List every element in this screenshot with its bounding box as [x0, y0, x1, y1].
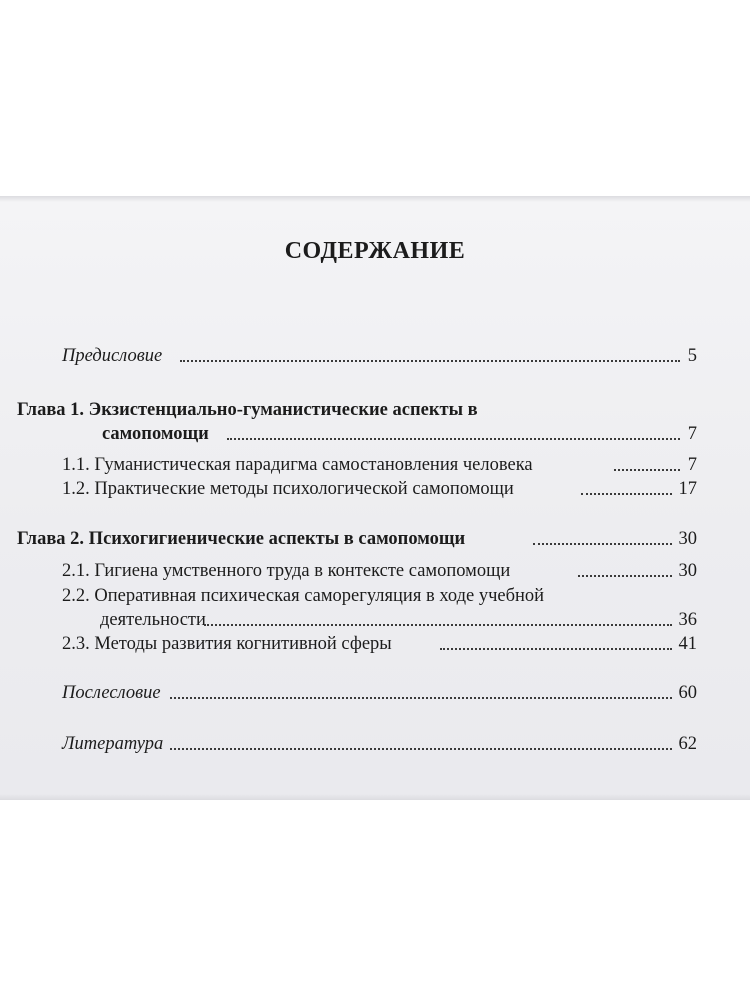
chapter-title-cont: самопомощи [102, 424, 209, 444]
section-label: 1.2. Практические методы психологической самопомощи [62, 479, 514, 499]
dot-leader [227, 438, 680, 440]
toc-entry-section-2-2-line1 [0, 584, 750, 608]
section-label: 2.1. Гигиена умственного труда в контексте самопомощи [62, 561, 511, 581]
page-number: 7 [687, 455, 697, 475]
toc-title: СОДЕРЖАНИЕ [284, 238, 466, 264]
entry-label: Предисловие [62, 346, 163, 366]
toc-entry-section-1-2 [0, 477, 750, 501]
chapter-title: Глава 1. Экзистенциально-гуманистические аспекты в [17, 400, 478, 420]
page-number: 17 [678, 479, 697, 499]
page-top-edge [0, 196, 750, 202]
page-number: 7 [687, 424, 697, 444]
section-label: 1.1. Гуманистическая парадигма самостановления человека [62, 455, 533, 475]
page-number: 41 [678, 634, 697, 654]
dot-leader [180, 360, 680, 362]
dot-leader [440, 648, 672, 650]
dot-leader [614, 469, 680, 471]
toc-entry-afterword [0, 681, 750, 705]
toc-entry-chapter2 [0, 527, 750, 551]
toc-entry-section-1-1 [0, 453, 750, 477]
page-number: 60 [678, 683, 697, 703]
section-label-cont: деятельности [100, 610, 206, 630]
page-number: 62 [678, 734, 697, 754]
entry-label: Литература [62, 734, 164, 754]
dot-leader [581, 493, 672, 495]
dot-leader [170, 697, 672, 699]
page-number: 36 [678, 610, 697, 630]
dot-leader [578, 575, 672, 577]
dot-leader [533, 543, 672, 545]
chapter-title: Глава 2. Психогигиенические аспекты в самопомощи [17, 529, 466, 549]
toc-entry-section-2-2-line2 [0, 608, 750, 632]
page-number: 30 [678, 529, 697, 549]
entry-label: Послесловие [62, 683, 161, 703]
page-number: 5 [687, 346, 697, 366]
toc-entry-section-2-3 [0, 632, 750, 656]
dot-leader [170, 748, 672, 750]
toc-entry-literature [0, 732, 750, 756]
page-number: 30 [678, 561, 697, 581]
toc-entry-section-2-1 [0, 559, 750, 583]
page-bottom-edge [0, 794, 750, 800]
dot-leader [204, 624, 672, 626]
toc-entry-chapter1-line1 [0, 398, 750, 422]
section-label: 2.2. Оперативная психическая саморегуляция в ходе учебной [62, 586, 545, 606]
toc-entry-preface [0, 344, 750, 368]
toc-entry-chapter1-line2 [0, 422, 750, 446]
section-label: 2.3. Методы развития когнитивной сферы [62, 634, 392, 654]
